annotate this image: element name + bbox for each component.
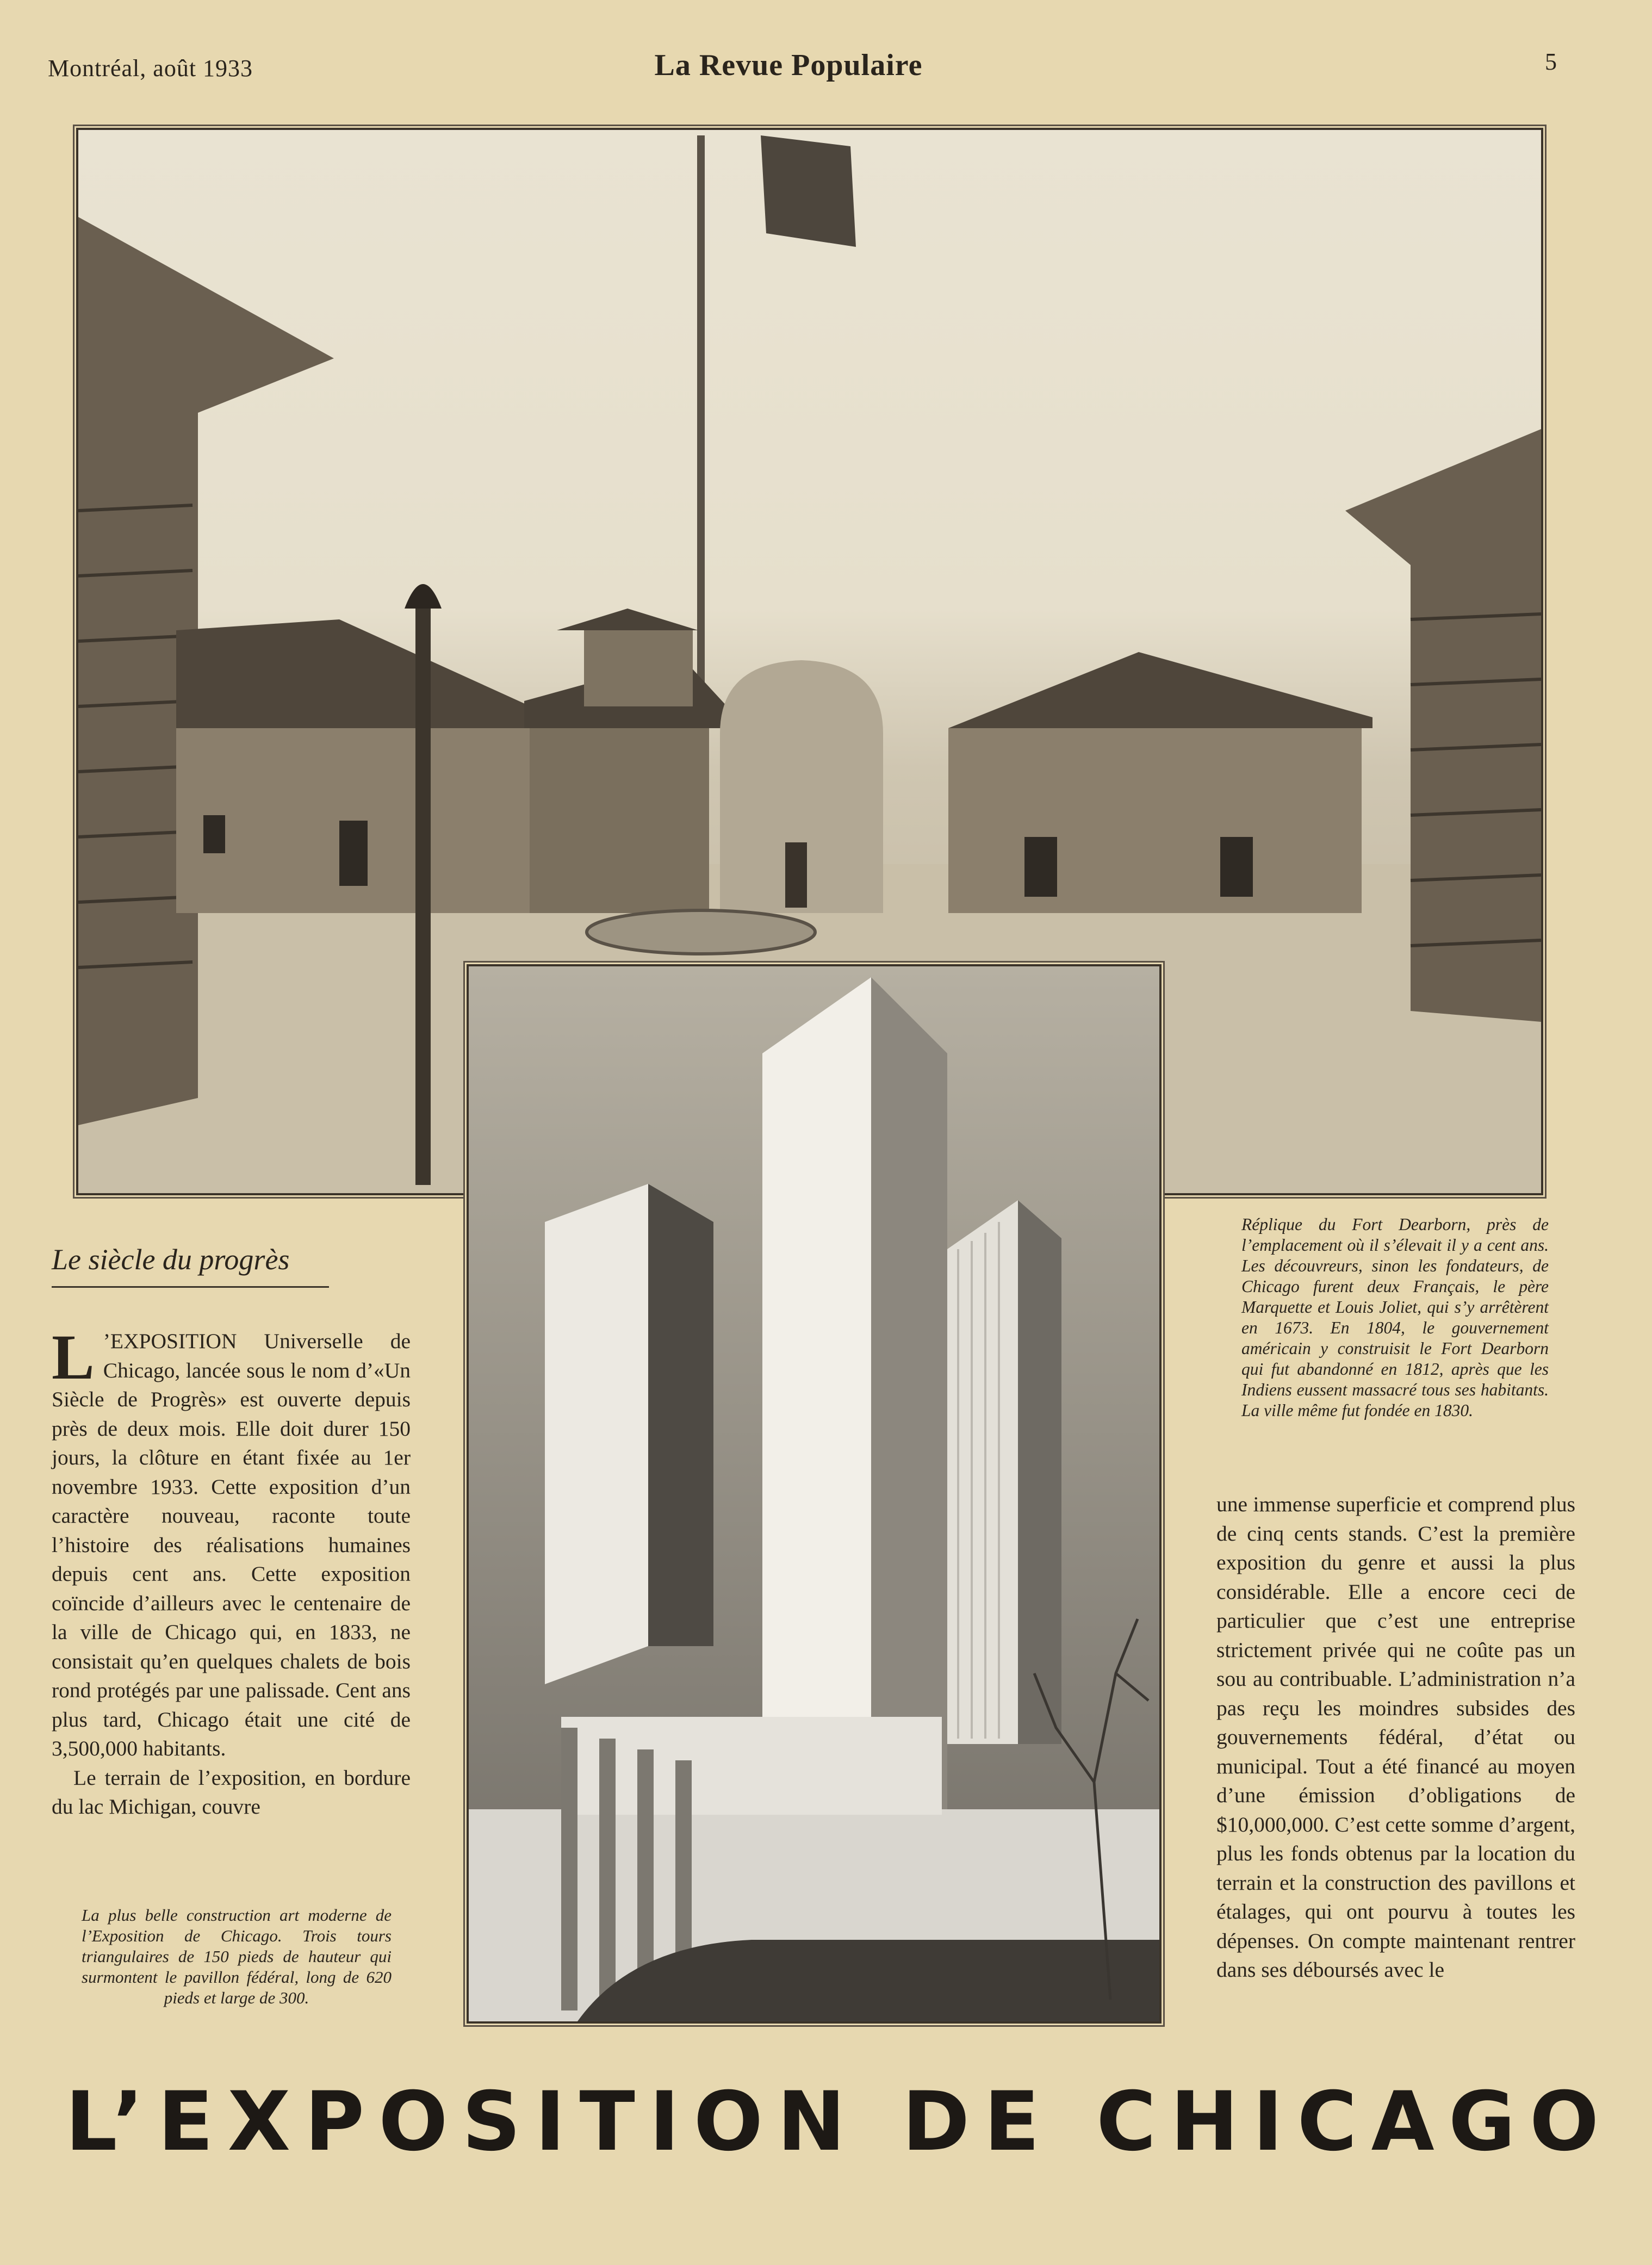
article-column-right: une immense superficie et comprend plus de cinq cents stands. C’est la première exposition du genre et aussi la plus considérable. Elle a encore ceci de particulier que c’est une entreprise strictement privée qui ne coûte pas un sou au contribuable. L’administration n’a pas reçu les moindres subsides des gouvernements fédéral, d’état ou municipal. Tout a été financé au moyen d’une émission d’obligations de $10,000,000. C’est cette somme d’argent, plus les fonds obtenus par la location du terrain et la construction des pavillons et étalages, qui ont pourvu à toutes les dépenses. On compte maintenant rentrer dans ses déboursés avec le xyxy=(1216,1492,1575,1982)
section-title: Le siècle du progrès xyxy=(52,1243,329,1288)
article-column-left xyxy=(52,1321,411,1822)
article-paragraph-1: ’EXPOSITION Universelle de Chicago, lancée sous le nom d’«Un Siècle de Progrès» est ouverte depuis près de deux mois. Elle doit durer 150 jours, la clôture en étant fixée au 1er novembre 1933. Cette exposition d’un caractère nouveau, raconte toute l’histoire des réalisations humaines depuis cent ans. Cette exposition coïncide d’ailleurs avec le centenaire de la ville de Chicago qui, en 1833, ne consistait qu’en quelques chalets de bois rond protégés par une palissade. Cent ans plus tard, Chicago était une cité de 3,500,000 habitants. xyxy=(52,1329,411,1760)
article-paragraph-2: Le terrain de l’exposition, en bordure du lac Michigan, couvre xyxy=(52,1765,411,1819)
federal-pavilion-towers-illustration xyxy=(469,966,1159,2021)
page-number: 5 xyxy=(1545,48,1557,75)
issue-date: Montréal, août 1933 xyxy=(48,55,253,82)
fort-caption: Réplique du Fort Dearborn, près de l’emplacement où il s’élevait il y a cent ans. Les découvreurs, sinon les fondateurs, de Chicago furent deux Français, le père Marquette et Louis Joliet, qui s’y arrêtèrent en 1673. En 1804, le gouvernement américain y construisit le Fort Dearborn qui fut abandonné en 1812, après que les Indiens eussent massacré tous ses habitants. La ville même fut fondée en 1830. xyxy=(1241,1215,1549,1420)
banner-title: L’EXPOSITION DE CHICAGO xyxy=(65,2075,1613,2169)
federal-pavilion-towers-photo xyxy=(467,964,1162,2024)
tower-caption: La plus belle construction art moderne de l’Exposition de Chicago. Trois tours triangulaires de 150 pieds de hauteur qui surmontent le pavillon fédéral, long de 620 pieds et large de 300. xyxy=(82,1906,392,2007)
drop-cap: L xyxy=(52,1321,95,1393)
article-paragraph xyxy=(52,1321,411,1764)
magazine-title: La Revue Populaire xyxy=(654,48,923,82)
